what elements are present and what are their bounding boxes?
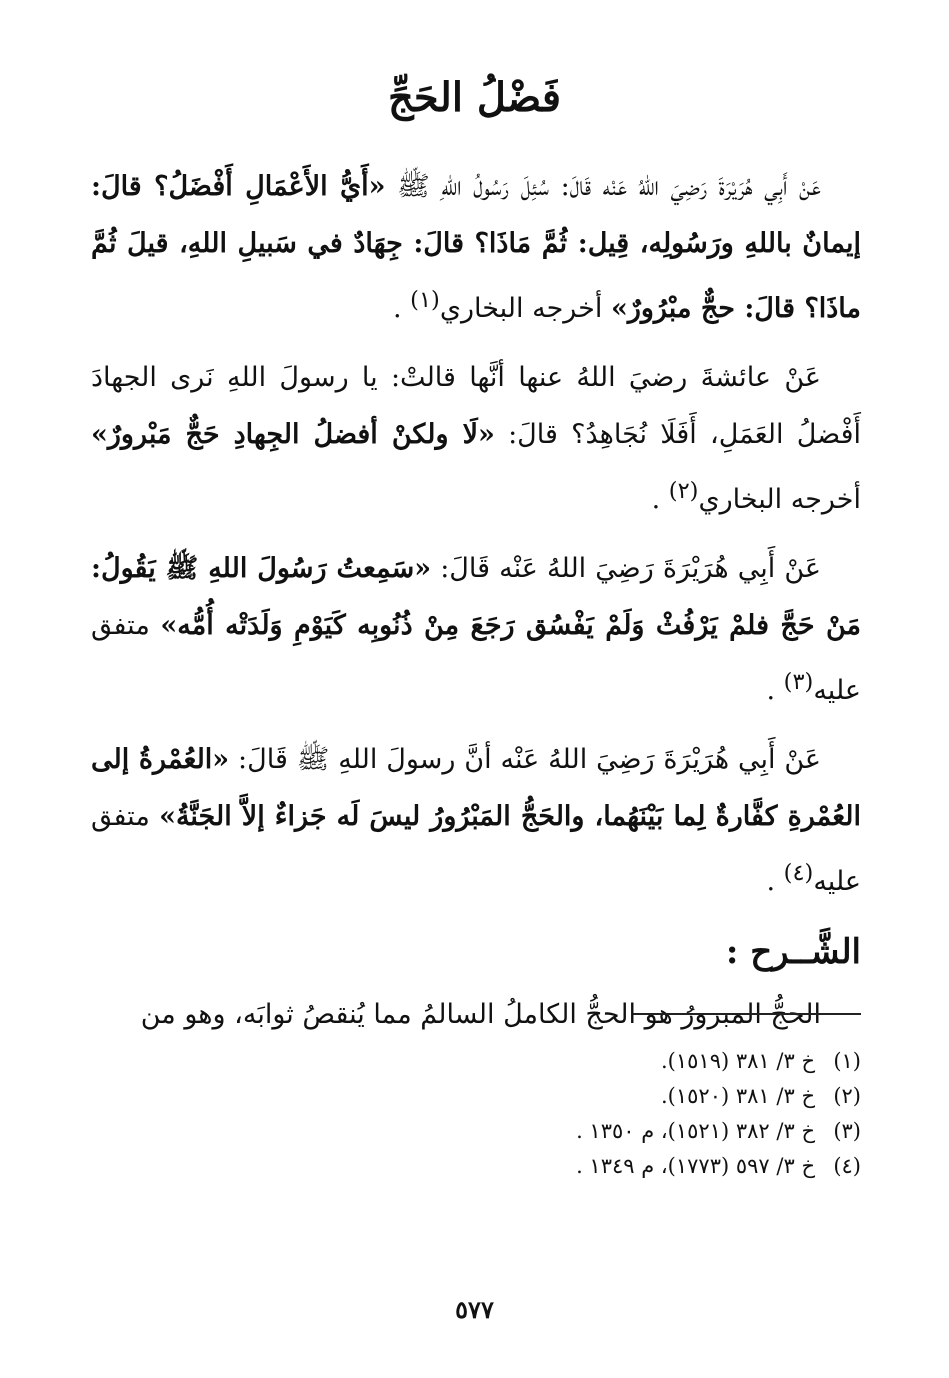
hadith-source: أخرجه البخاري [439,293,611,324]
footnote-text: خ ٣/ ٣٨١ (١٥١٩). [661,1049,815,1073]
footnote-item [91,1079,861,1114]
period: . [766,675,784,706]
page-title: فَضْلُ الحَجِّ [388,74,561,121]
hadith-intro: عَنْ عائشةَ رضيَ اللهُ عنها أنَّها قالتْ: يا رسولَ اللهِ نَرى الجهادَ أَفْضلُ العَمَلِ، أَفَلَا نُجَاهِدُ؟ قالَ: [91,362,861,450]
hadith-quote: «سَمِعتُ رَسُولَ اللهِ ﷺ يَقُولُ: مَنْ حَجَّ فلمْ يَرْفُثْ وَلَمْ يَفْسُق رَجَعَ مِنْ ذُنُوبِه كَيَوْمِ وَلَدَتْه أُمُّه» [91,553,861,641]
footnote-ref[interactable]: (٣) [783,669,814,695]
period: . [651,484,669,515]
period: . [766,866,784,897]
hadith-source: متفق عليه [91,801,861,897]
footnote-number: (٢) [833,1084,861,1108]
footnote-ref[interactable]: (١) [410,287,440,313]
footnote-number: (٤) [833,1154,861,1178]
explanation-paragraph: الحجُّ المبرورُ هو الحجُّ الكاملُ السالمُ مما يُنقصُ ثوابَه، وهو من [140,999,821,1030]
hadith-intro: عَنْ أَبِي هُرَيْرَةَ رَضِيَ اللهُ عَنْه قَالَ: [431,553,821,584]
main-text [91,158,861,1055]
footnote-ref[interactable]: (٢) [668,478,699,504]
hadith-quote: «لَا ولكنْ أفضلُ الجِهادِ حَجٌّ مَبْرورٌ» [91,419,495,450]
page-number: ٥٧٧ [455,1295,494,1324]
footnote-item [91,1044,861,1079]
footnote-item [91,1149,861,1184]
footnote-divider [633,1013,861,1015]
period: . [393,293,411,324]
hadith-intro: عَنْ أَبِي هُرَيْرَةَ رَضِيَ اللهُ عَنْه قَالَ: سُئِلَ رَسُولُ اللهِ ﷺ [385,171,821,202]
footnotes-list [91,1044,861,1184]
hadith-quote: «العُمْرةُ إلى العُمْرةِ كفَّارةٌ لِما بَيْنَهُما، والحَجُّ المَبْرُورُ ليسَ لَه جَزاءٌ إلاَّ الجَنَّةُ» [91,744,861,832]
footnote-item [91,1114,861,1149]
hadith-quote: «أَيُّ الأَعْمَالِ أَفْضَلُ؟ قالَ: إيمانٌ باللهِ ورَسُولِه، قِيل: ثُمَّ مَاذَا؟ قالَ: جِهَادٌ في سَبيلِ اللهِ، قيلَ ثُمَّ ماذَا؟ قالَ: حجٌّ مبْرُورٌ» [91,171,861,324]
section-heading: الشَّــرح : [725,932,861,972]
footnote-text: خ ٣/ ٥٩٧ (١٧٧٣)، م ١٣٤٩ . [576,1154,815,1178]
footnote-number: (٣) [833,1119,861,1143]
hadith-paragraph-3 [91,540,861,719]
hadith-source: أخرجه البخاري [698,484,861,515]
hadith-intro: عَنْ أَبِي هُرَيْرَةَ رَضِيَ اللهُ عَنْه أنَّ رسولَ اللهِ ﷺ قَالَ: [229,744,821,775]
hadith-paragraph-4 [91,731,861,910]
footnote-ref[interactable]: (٤) [783,860,814,886]
footnote-text: خ ٣/ ٣٨٢ (١٥٢١)، م ١٣٥٠ . [576,1119,815,1143]
hadith-paragraph-2 [91,349,861,528]
footnote-number: (١) [833,1049,861,1073]
hadith-source: متفق عليه [91,610,861,706]
hadith-paragraph-1 [91,158,861,337]
footnote-text: خ ٣/ ٣٨١ (١٥٢٠). [661,1084,815,1108]
